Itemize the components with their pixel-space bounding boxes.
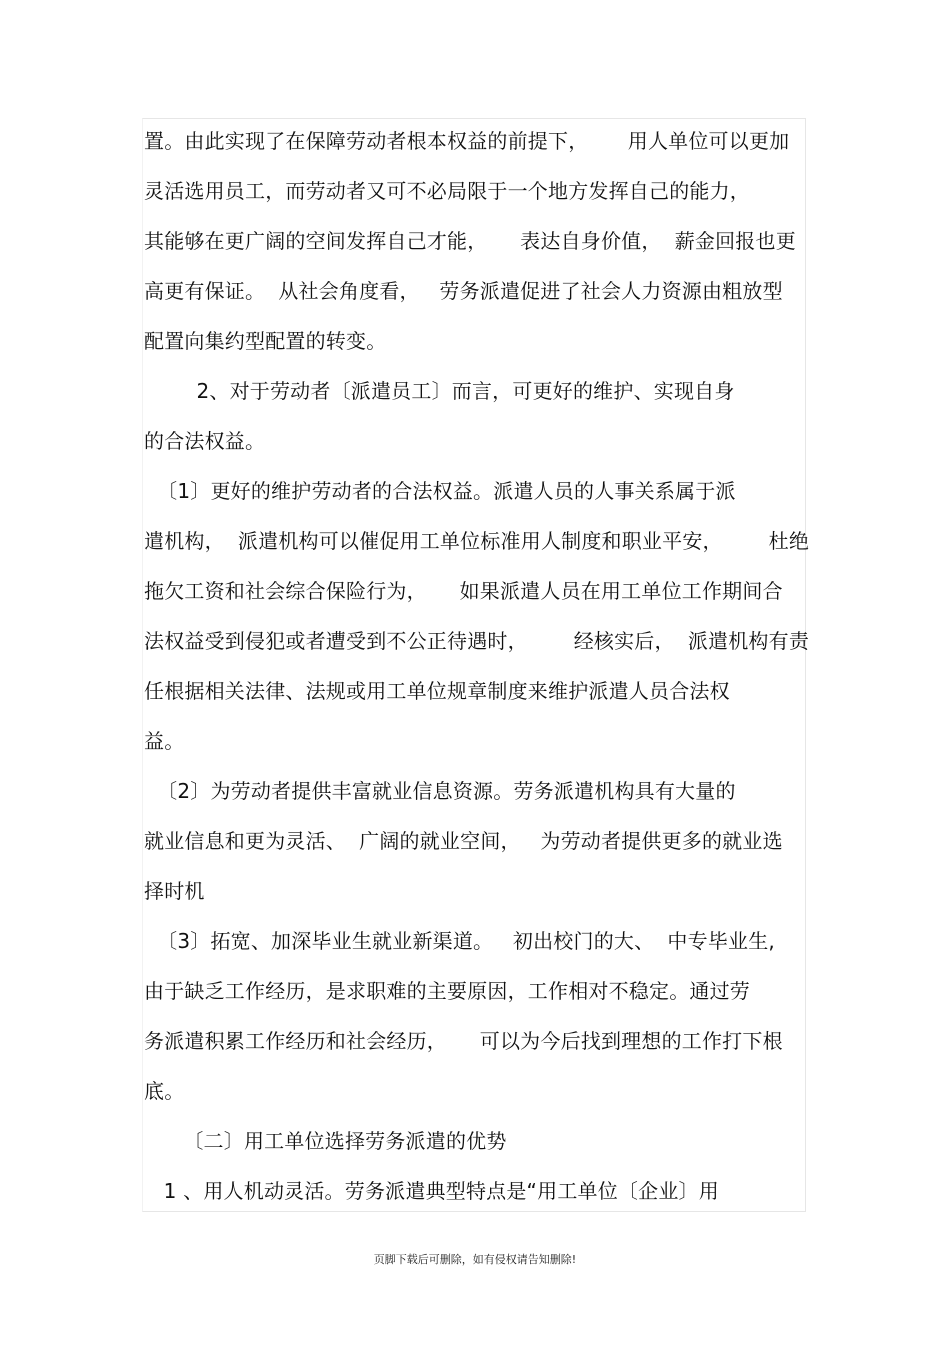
text-line: 1 、用人机动灵活。劳务派遣典型特点是“用工单位〔企业〕用 [144,1179,719,1203]
text-line: 益。 [144,729,185,753]
section-heading: 〔二〕用工单位选择劳务派遣的优势 [144,1129,507,1153]
text-line: 2、对于劳动者〔派遣员工〕而言，可更好的维护、实现自身 [144,379,735,403]
text-line: 〔3〕拓宽、加深毕业生就业新渠道。 初出校门的大、 中专毕业生, [144,929,775,953]
text-line: 其能够在更广阔的空间发挥自己才能， 表达自身价值， 薪金回报也更 [144,229,796,253]
text-line: 置。由此实现了在保障劳动者根本权益的前提下， 用人单位可以更加 [144,129,790,153]
text-line: 配置向集约型配置的转变。 [144,329,387,353]
text-line: 就业信息和更为灵活、 广阔的就业空间， 为劳动者提供更多的就业选 [144,829,783,853]
text-line: 任根据相关法律、法规或用工单位规章制度来维护派遣人员合法权 [144,679,730,703]
text-line: 遣机构， 派遣机构可以催促用工单位标准用人制度和职业平安， 杜绝 [144,529,810,553]
text-line: 务派遣积累工作经历和社会经历， 可以为今后找到理想的工作打下根 [144,1029,783,1053]
text-line: 择时机 [144,879,205,903]
text-line: 〔1〕更好的维护劳动者的合法权益。派遣人员的人事关系属于派 [144,479,736,503]
text-line: 的合法权益。 [144,429,266,453]
text-line: 法权益受到侵犯或者遭受到不公正待遇时， 经核实后， 派遣机构有责 [144,629,810,653]
text-line: 拖欠工资和社会综合保险行为， 如果派遣人员在用工单位工作期间合 [144,579,783,603]
page-footer: 页脚下载后可删除，如有侵权请告知删除! [373,1253,577,1266]
text-line: 高更有保证。 从社会角度看， 劳务派遣促进了社会人力资源由粗放型 [144,279,783,303]
text-line: 由于缺乏工作经历，是求职难的主要原因，工作相对不稳定。通过劳 [144,979,750,1003]
text-line: 灵活选用员工，而劳动者又可不必局限于一个地方发挥自己的能力， [144,179,750,203]
text-line: 底。 [144,1079,185,1103]
text-line: 〔2〕为劳动者提供丰富就业信息资源。劳务派遣机构具有大量的 [144,779,736,803]
